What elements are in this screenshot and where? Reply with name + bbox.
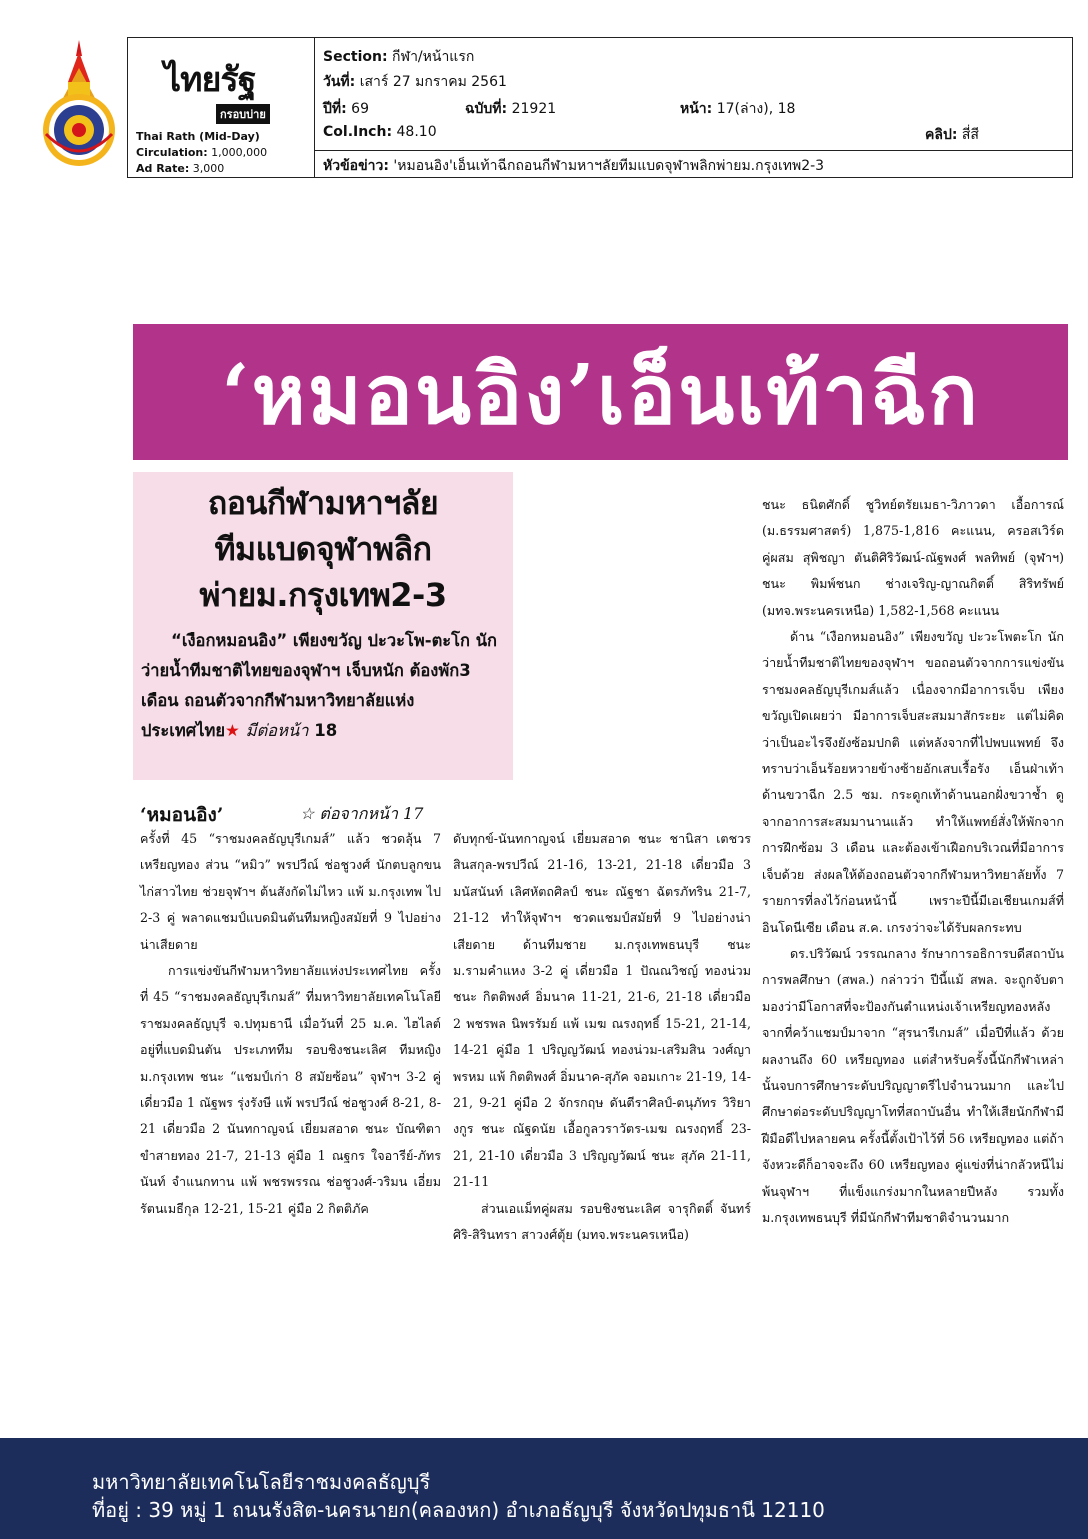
adrate-line: Ad Rate: 3,000 [136, 162, 225, 175]
footer-university-name: มหาวิทยาลัยเทคโนโลยีราชมงคลธัญบุรี [92, 1470, 431, 1494]
newspaper-brand: ไทยรัฐ [164, 60, 256, 100]
article-column-1 [140, 826, 441, 1222]
headline-banner [133, 324, 1068, 460]
university-seal-logo [38, 38, 120, 166]
lede-paragraph: “เงือกหมอนอิง” เพียงขวัญ ปะวะโพ-ตะโก นักว่ายน้ำทีมชาติไทยของจุฬาฯ เจ็บหนัก ต้องพัก3 เดือน ถอนตัวจากกีฬามหาวิทยาลัยแห่งประเทศไทย★ มีต่อหน้า 18 [141, 631, 498, 740]
section-row: Section: กีฬา/หน้าแรก [323, 49, 475, 65]
page-field: หน้า: 17(ล่าง), 18 [680, 101, 796, 117]
clip-color-field: คลิป: สี่สี [925, 127, 979, 143]
continued-reference: ☆ ต่อจากหน้า 17 [300, 804, 424, 823]
university-footer [0, 1438, 1088, 1539]
paragraph: ดร.ปริวัฒน์ วรรณกลาง รักษาการอธิการบดีสถาบันการพลศึกษา (สพล.) กล่าวว่า ปีนี้แม้ สพล. จะถูกจับตามองว่ามีโอกาสที่จะป้องกันตำแหน่งเจ้าเหรียญทองหลังจากที่คว้าแชมป์มาจาก “สุรนารีเกมส์” เมื่อปีที่แล้ว ด้วยผลงานถึง 60 เหรียญทอง แต่สำหรับครั้งนี้นักกีฬาเหล่านั้นจบการศึกษาระดับปริญญาตรีไปจำนวนมาก และไปศึกษาต่อระดับปริญญาโทที่สถาบันอื่น ทำให้เสียนักกีฬามีฝีมือดีไปหลายคน ครั้งนี้ตั้งเป้าไว้ที่ 56 เหรียญทอง แต่ถ้าจังหวะดีก็อาจจะถึง 60 เหรียญทอง คู่แข่งที่น่ากลัวหนีไม่พ้นจุฬาฯ ที่แข็งแกร่งมากในหลายปีหลัง รวมทั้ง ม.กรุงเทพธนบุรี ที่มีนักกีฬาทีมชาติจำนวนมาก [762, 945, 1064, 1225]
publication-panel [128, 38, 315, 177]
footer-address: ที่อยู่ : 39 หมู่ 1 ถนนรังสิต-นครนายก(คลองหก) อำเภอธัญบุรี จังหวัดปทุมธานี 12110 [92, 1498, 825, 1522]
year-field: ปีที่: 69 [323, 101, 369, 117]
headline-row: หัวข้อข่าว: 'หมอนอิง'เอ็นเท้าฉีกถอนกีฬามหาฯลัยทีมแบดจุฬาพลิกพ่ายม.กรุงเทพ2-3 [323, 158, 825, 174]
star-icon: ★ [225, 721, 240, 740]
paragraph: ดับทุกข์-นันทกาญจน์ เยี่ยมสอาด ชนะ ชานิสา เตชวรสินสกุล-พรปวีณ์ 21-16, 13-21, 21-18 เดี่ยวมือ 3 มนัสนันท์ เลิศหัตถศิลป์ ชนะ ณัฐชา ฉัตรภัทริน 21-7, 21-12 ทำให้จุฬาฯ ชวดแชมป์สมัยที่ 9 ไปอย่างน่าเสียดาย ด้านทีมชาย ม.กรุงเทพธนบุรี ชนะ ม.รามคำแหง 3-2 คู่ เดี่ยวมือ 1 ปัณณวิชญ์ ทองน่วม ชนะ กิตติพงศ์ อิ่มนาค 11-21, 21-6, 21-18 เดี่ยวมือ 2 พชรพล นิพรรัมย์ แพ้ เมฆ ณรงฤทธิ์ 15-21, 21-14, 14-21 คู่มือ 1 ปริญญวัฒน์ ทองน่วม-เสริมสิน วงศ์ญาพรหม แพ้ กิตติพงศ์ อิ่มนาค-สุภัค จอมเกาะ 21-19, 14-21, 9-21 คู่มือ 2 จักรกฤษ ดันตีราศิลป์-ตนุภัทร วิริยางกูร ชนะ ณัฐดนัย เอื้อกูลวราวัตร-เมฆ ณรงฤทธิ์ 23-21, 21-10 เดี่ยวมือ 3 ปริญญวัฒน์ ชนะ สุภัค 21-11, 21-11 [453, 831, 751, 1190]
continued-title: ‘หมอนอิง’ [140, 804, 224, 826]
lede-headline-3: พ่ายม.กรุงเทพ2-3 [199, 576, 447, 614]
clipping-header [127, 37, 1073, 178]
colinch-field: Col.Inch: 48.10 [323, 124, 437, 140]
lede-headline-1: ถอนกีฬามหาฯลัย [207, 484, 439, 522]
article-column-2 [453, 826, 751, 1249]
paragraph: ชนะ ธนิตศักดิ์ ชูวิทย์ตรัยเมธา-วิภาวดา เอื้อการณ์ (ม.ธรรมศาสตร์) 1,875-1,816 คะแนน, ครอสเวิร์ดคู่ผสม สุพิชญา ตันติศิริวัฒน์-ณัฐพงศ์ พลทิพย์ (จุฬาฯ) ชนะ พิมพ์ชนก ช่างเจริญ-ญาณกิตติ์ สิริทรัพย์ (มทจ.พระนครเหนือ) 1,582-1,568 คะแนน [762, 497, 1064, 618]
banner-title: ‘หมอนอิง’เอ็นเท้าฉีก [221, 347, 980, 443]
paragraph: ด้าน “เงือกหมอนอิง” เพียงขวัญ ปะวะโพตะโก นักว่ายน้ำทีมชาติไทยของจุฬาฯ ขอถอนตัวจากการแข่งขันราชมงคลธัญบุรีเกมส์แล้ว เนื่องจากมีอาการเจ็บ เพียงขวัญเปิดเผยว่า มีอาการเจ็บสะสมมาสักระยะ แต่ไม่คิดว่าเป็นอะไรจึงยังซ้อมปกติ แต่หลังจากที่ไปพบแพทย์ จึงทราบว่าเอ็นร้อยหวายข้างซ้ายอักเสบเรื้อรัง เอ็นฝ่าเท้าด้านขวาฉีก 2.5 ซม. กระดูกเท้าด้านนอกฝั่งขวาช้ำ ดูจากอาการสะสมมานานแล้ว ทำให้แพทย์สั่งให้พักจากการฝึกซ้อม 3 เดือน และต้องเข้าเฝือกบริเวณที่มีอาการเจ็บด้วย ส่งผลให้ต้องถอนตัวจากกีฬามหาวิทยาลัยทั้ง 7 รายการที่ลงไว้ก่อนหน้านี้ เพราะปีนี้มีเอเชียนเกมส์ที่อินโดนีเซีย เดือน ส.ค. เกรงว่าจะได้รับผลกระทบ [762, 629, 1064, 935]
lede-headline-2: ทีมแบดจุฬาพลิก [214, 530, 432, 568]
paragraph: ส่วนเอแม็ทคู่ผสม รอบชิงชนะเลิศ จารุกิตติ์ จันทร์ศิริ-สิรินทรา สาวงศ์ตุ้ย (มทจ.พระนครเหนือ) [453, 1200, 751, 1243]
publication-name: Thai Rath (Mid-Day) [136, 130, 260, 143]
circulation-line: Circulation: 1,000,000 [136, 146, 268, 159]
article-column-3 [762, 492, 1064, 1231]
issue-field: ฉบับที่: 21921 [465, 101, 557, 117]
edition-badge: กรอบบ่าย [216, 104, 270, 124]
paragraph: ครั้งที่ 45 “ราชมงคลธัญบุรีเกมส์” แล้ว ชวดลุ้น 7 เหรียญทอง ส่วน “หมิว” พรปวีณ์ ช่อชูวงศ์ นักตบลูกขนไก่สาวไทย ช่วยจุฬาฯ ต้นสังกัดไม่ไหว แพ้ ม.กรุงเทพ ไป 2-3 คู่ พลาดแชมป์แบดมินตันทีมหญิงสมัยที่ 9 ไปอย่างน่าเสียดาย [140, 831, 441, 952]
lede-box [133, 472, 513, 780]
date-row: วันที่: เสาร์ 27 มกราคม 2561 [323, 74, 507, 90]
header-divider [315, 150, 1072, 151]
clipping-meta [315, 38, 1072, 177]
paragraph: การแข่งขันกีฬามหาวิทยาลัยแห่งประเทศไทย ครั้งที่ 45 “ราชมงคลธัญบุรีเกมส์” ที่มหาวิทยาลัยเทคโนโลยีราชมงคลธัญบุรี จ.ปทุมธานี เมื่อวันที่ 25 ม.ค. ไฮไลต์อยู่ที่แบดมินตัน ประเภททีม รอบชิงชนะเลิศ ทีมหญิง ม.กรุงเทพ ชนะ “แชมป์เก่า 8 สมัยซ้อน” จุฬาฯ 3-2 คู่ เดี่ยวมือ 1 ณัฐพร รุ่งรังษี แพ้ พรปวีณ์ ช่อชูวงศ์ 8-21, 8-21 เดี่ยวมือ 2 นันทกาญจน์ เยี่ยมสอาด ชนะ บัณฑิตา ขำสายทอง 21-7, 21-13 คู่มือ 1 ณฐกร ใจอารีย์-ภัทรนันท์ จำแนกทาน แพ้ พชรพรรณ ช่อชูวงศ์-วริมน เอี่ยมรัตนเมธีกุล 12-21, 15-21 คู่มือ 2 กิตติภัค [140, 963, 441, 1216]
